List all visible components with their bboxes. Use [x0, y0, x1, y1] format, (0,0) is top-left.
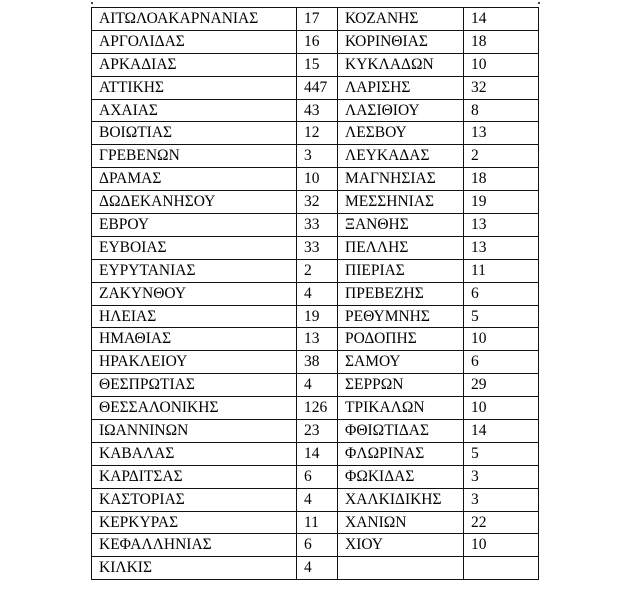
left-count: 13: [297, 328, 338, 351]
table-row: [92, 53, 539, 76]
left-prefecture-name: ΗΡΑΚΛΕΙΟΥ: [92, 351, 297, 374]
table-row: [92, 282, 539, 305]
right-count: 3: [464, 465, 539, 488]
left-prefecture-name: ΗΜΑΘΙΑΣ: [92, 328, 297, 351]
right-count: 18: [464, 168, 539, 191]
right-count: 10: [464, 397, 539, 420]
table-row: [92, 328, 539, 351]
left-prefecture-name: ΔΡΑΜΑΣ: [92, 168, 297, 191]
left-prefecture-name: ΚΑΣΤΟΡΙΑΣ: [92, 488, 297, 511]
left-prefecture-name: ΑΡΓΟΛΙΔΑΣ: [92, 30, 297, 53]
left-count: 2: [297, 259, 338, 282]
left-prefecture-name: ΑΧΑΙΑΣ: [92, 99, 297, 122]
right-count: 3: [464, 488, 539, 511]
table-row: [92, 99, 539, 122]
table-row: [92, 259, 539, 282]
right-count: 29: [464, 374, 539, 397]
left-prefecture-name: ΕΥΡΥΤΑΝΙΑΣ: [92, 259, 297, 282]
right-prefecture-name: ΦΛΩΡΙΝΑΣ: [338, 442, 464, 465]
right-count: 10: [464, 534, 539, 557]
left-prefecture-name: ΑΙΤΩΛΟΑΚΑΡΝΑΝΙΑΣ: [92, 8, 297, 31]
right-prefecture-name: ΛΑΡΙΣΗΣ: [338, 76, 464, 99]
right-count: 10: [464, 53, 539, 76]
table-row: [92, 465, 539, 488]
right-prefecture-name: ΜΕΣΣΗΝΙΑΣ: [338, 191, 464, 214]
table-row: [92, 145, 539, 168]
right-prefecture-name: ΡΟΔΟΠΗΣ: [338, 328, 464, 351]
left-prefecture-name: ΘΕΣΠΡΩΤΙΑΣ: [92, 374, 297, 397]
left-count: 11: [297, 511, 338, 534]
left-count: 4: [297, 282, 338, 305]
right-prefecture-name: ΛΕΣΒΟΥ: [338, 122, 464, 145]
right-count: 18: [464, 30, 539, 53]
left-count: 32: [297, 191, 338, 214]
right-count: 13: [464, 122, 539, 145]
right-count: 11: [464, 259, 539, 282]
table-row: [92, 191, 539, 214]
left-prefecture-name: ΚΑΡΔΙΤΣΑΣ: [92, 465, 297, 488]
left-prefecture-name: ΗΛΕΙΑΣ: [92, 305, 297, 328]
right-prefecture-name: ΚΟΖΑΝΗΣ: [338, 8, 464, 31]
left-count: 6: [297, 465, 338, 488]
left-count: 43: [297, 99, 338, 122]
left-count: 23: [297, 420, 338, 443]
left-count: 447: [297, 76, 338, 99]
right-count: 13: [464, 214, 539, 237]
table-row: [92, 557, 539, 580]
right-prefecture-name: ΞΑΝΘΗΣ: [338, 214, 464, 237]
left-prefecture-name: ΖΑΚΥΝΘΟΥ: [92, 282, 297, 305]
right-prefecture-name: ΧΙΟΥ: [338, 534, 464, 557]
right-count: 5: [464, 305, 539, 328]
right-count: 14: [464, 420, 539, 443]
right-prefecture-name: ΠΙΕΡΙΑΣ: [338, 259, 464, 282]
left-prefecture-name: ΓΡΕΒΕΝΩΝ: [92, 145, 297, 168]
table-row: [92, 374, 539, 397]
right-prefecture-name: ΚΥΚΛΑΔΩΝ: [338, 53, 464, 76]
left-prefecture-name: ΚΕΦΑΛΛΗΝΙΑΣ: [92, 534, 297, 557]
left-count: 4: [297, 557, 338, 580]
left-prefecture-name: ΚΕΡΚΥΡΑΣ: [92, 511, 297, 534]
left-count: 12: [297, 122, 338, 145]
left-count: 33: [297, 214, 338, 237]
right-count: 5: [464, 442, 539, 465]
left-count: 19: [297, 305, 338, 328]
left-prefecture-name: ΔΩΔΕΚΑΝΗΣΟΥ: [92, 191, 297, 214]
right-prefecture-name: ΣΕΡΡΩΝ: [338, 374, 464, 397]
table-row: [92, 420, 539, 443]
table-row: [92, 351, 539, 374]
right-prefecture-name: ΧΑΝΙΩΝ: [338, 511, 464, 534]
table-row: [92, 236, 539, 259]
table-row: [92, 305, 539, 328]
left-prefecture-name: ΒΟΙΩΤΙΑΣ: [92, 122, 297, 145]
right-count: 13: [464, 236, 539, 259]
left-count: 16: [297, 30, 338, 53]
table-row: [92, 8, 539, 31]
right-count: 14: [464, 8, 539, 31]
left-count: 3: [297, 145, 338, 168]
left-count: 17: [297, 8, 338, 31]
table-body: [92, 8, 539, 580]
left-count: 126: [297, 397, 338, 420]
right-prefecture-name: ΠΕΛΛΗΣ: [338, 236, 464, 259]
left-prefecture-name: ΑΤΤΙΚΗΣ: [92, 76, 297, 99]
table-row: [92, 214, 539, 237]
prefecture-count-table: [91, 7, 539, 580]
table-row: [92, 511, 539, 534]
right-count: 6: [464, 351, 539, 374]
left-prefecture-name: ΑΡΚΑΔΙΑΣ: [92, 53, 297, 76]
table-row: [92, 397, 539, 420]
left-prefecture-name: ΙΩΑΝΝΙΝΩΝ: [92, 420, 297, 443]
left-count: 4: [297, 374, 338, 397]
right-prefecture-name: ΛΑΣΙΘΙΟΥ: [338, 99, 464, 122]
right-prefecture-name: ΣΑΜΟΥ: [338, 351, 464, 374]
right-prefecture-name: ΤΡΙΚΑΛΩΝ: [338, 397, 464, 420]
right-count: 6: [464, 282, 539, 305]
right-prefecture-name: ΡΕΘΥΜΝΗΣ: [338, 305, 464, 328]
left-prefecture-name: ΘΕΣΣΑΛΟΝΙΚΗΣ: [92, 397, 297, 420]
left-prefecture-name: ΚΑΒΑΛΑΣ: [92, 442, 297, 465]
right-prefecture-name: ΧΑΛΚΙΔΙΚΗΣ: [338, 488, 464, 511]
left-count: 4: [297, 488, 338, 511]
left-count: 33: [297, 236, 338, 259]
right-count: 2: [464, 145, 539, 168]
right-prefecture-name: ΦΩΚΙΔΑΣ: [338, 465, 464, 488]
corner-mark: [91, 2, 93, 4]
table-row: [92, 30, 539, 53]
table-row: [92, 488, 539, 511]
right-count: [464, 557, 539, 580]
right-count: 8: [464, 99, 539, 122]
right-prefecture-name: ΛΕΥΚΑΔΑΣ: [338, 145, 464, 168]
left-prefecture-name: ΕΒΡΟΥ: [92, 214, 297, 237]
right-count: 10: [464, 328, 539, 351]
table-row: [92, 168, 539, 191]
left-count: 14: [297, 442, 338, 465]
document-page: [91, 7, 539, 580]
corner-mark: [538, 2, 540, 4]
right-prefecture-name: ΚΟΡΙΝΘΙΑΣ: [338, 30, 464, 53]
table-row: [92, 76, 539, 99]
table-row: [92, 442, 539, 465]
right-prefecture-name: ΠΡΕΒΕΖΗΣ: [338, 282, 464, 305]
table-row: [92, 122, 539, 145]
right-count: 32: [464, 76, 539, 99]
left-count: 38: [297, 351, 338, 374]
left-count: 6: [297, 534, 338, 557]
left-count: 10: [297, 168, 338, 191]
right-prefecture-name: ΦΘΙΩΤΙΔΑΣ: [338, 420, 464, 443]
right-prefecture-name: [338, 557, 464, 580]
right-count: 19: [464, 191, 539, 214]
right-prefecture-name: ΜΑΓΝΗΣΙΑΣ: [338, 168, 464, 191]
right-count: 22: [464, 511, 539, 534]
left-prefecture-name: ΚΙΛΚΙΣ: [92, 557, 297, 580]
left-count: 15: [297, 53, 338, 76]
table-row: [92, 534, 539, 557]
left-prefecture-name: ΕΥΒΟΙΑΣ: [92, 236, 297, 259]
